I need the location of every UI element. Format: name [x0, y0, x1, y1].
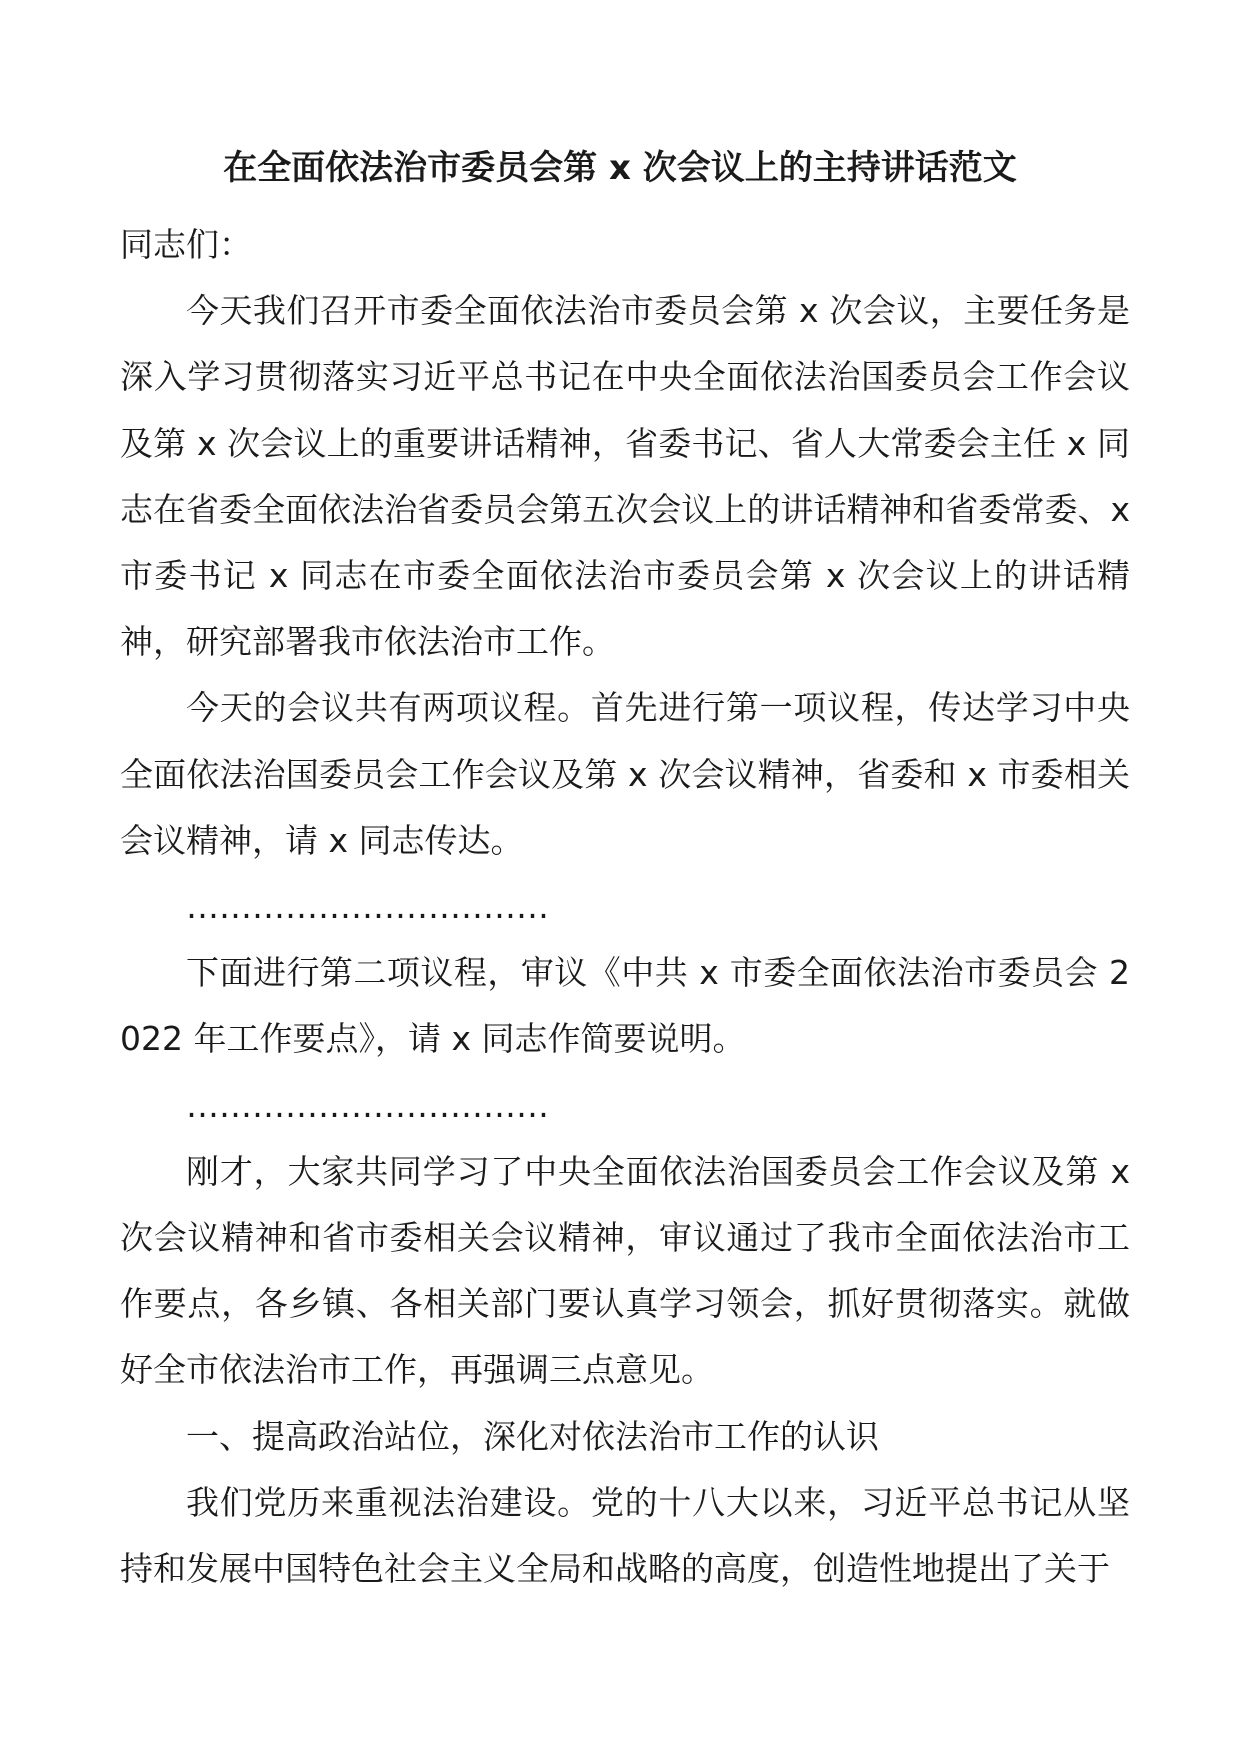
paragraph-section-one: 我们党历来重视法治建设。党的十八大以来，习近平总书记从坚持和发展中国特色社会主义全局和战略的高度，创造性地提出了关于 — [120, 1482, 1130, 1589]
section-heading: 一、提高政治站位，深化对依法治市工作的认识 — [186, 1416, 879, 1456]
ellipsis-separator: …………………………… — [186, 887, 549, 927]
document-title: 在全面依法治市委员会第 x 次会议上的主持讲话范文 — [223, 148, 1017, 188]
paragraph-agenda-two: 下面进行第二项议程，审议《中共 x 市委全面依法治市委员会 2022 年工作要点》，请 x 同志作简要说明。 — [120, 953, 1130, 1059]
salutation: 同志们： — [120, 225, 252, 264]
paragraph-summary: 刚才，大家共同学习了中央全面依法治国委员会工作会议及第 x 次会议精神和省市委相关会议精神，审议通过了我市全面依法治市工作要点，各乡镇、各相关部门要认真学习领会，抓好贯彻落实。就做好全市依法治市工作，再强调三点意见。 — [120, 1151, 1130, 1390]
ellipsis-separator: …………………………… — [186, 1085, 549, 1125]
paragraph-opening: 今天我们召开市委全面依法治市委员会第 x 次会议，主要任务是深入学习贯彻落实习近平总书记在中央全面依法治国委员会工作会议及第 x 次会议上的重要讲话精神，省委书记、省人大常委会主任 x 同志在省委全面依法治省委员会第五次会议上的讲话精神和省委常委、x 市委书记 x 同志在市委全面依法治市委员会第 x 次会议上的讲话精神，研究部署我市依法治市工作。 — [120, 291, 1130, 662]
paragraph-agenda-one: 今天的会议共有两项议程。首先进行第一项议程，传达学习中央全面依法治国委员会工作会议及第 x 次会议精神，省委和 x 市委相关会议精神，请 x 同志传达。 — [120, 688, 1130, 860]
document-body — [120, 212, 1130, 1602]
